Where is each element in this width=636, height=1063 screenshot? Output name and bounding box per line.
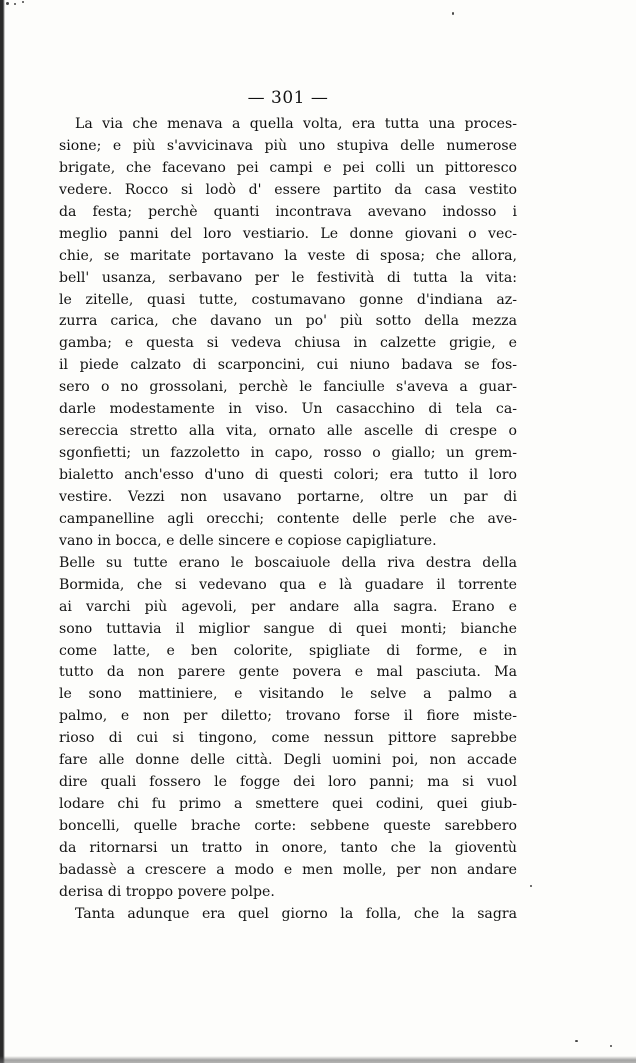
text-line: palmo, e non per diletto; trovano forse il fiore miste- <box>59 708 517 725</box>
text-line: le sono mattiniere, e visitando le selve a palmo a <box>59 686 517 703</box>
text-line: il piede calzato di scarponcini, cui niuno badava se fos- <box>59 357 517 374</box>
text-line: vestire. Vezzi non usavano portarne, oltre un par di <box>59 488 517 505</box>
text-line: gamba; e questa si vedeva chiusa in calzette grigie, e <box>59 335 517 352</box>
text-line: sero o no grossolani, perchè le fanciulle s'aveva a guar- <box>59 379 517 396</box>
scan-speck <box>14 3 16 5</box>
page-left-edge <box>0 0 5 1063</box>
body-text <box>59 114 517 926</box>
scan-speck <box>530 885 532 887</box>
text-line: tutto da non parere gente povera e mal pasciuta. Ma <box>59 664 517 681</box>
page-bottom-edge <box>0 1056 636 1063</box>
text-line: sgonfietti; un fazzoletto in capo, rosso o giallo; un grem- <box>59 445 517 462</box>
text-line: vano in bocca, e delle sincere e copiose capigliature. <box>59 532 437 549</box>
text-line: La via che menava a quella volta, era tutta una proces- <box>75 116 517 132</box>
text-line: meglio panni del loro vestiario. Le donne giovani o vec- <box>59 225 517 242</box>
text-line: fare alle donne delle città. Degli uomini poi, non accade <box>59 752 517 769</box>
text-line: rioso di cui si tingono, come nessun pittore saprebbe <box>59 730 517 747</box>
text-line: da festa; perchè quanti incontrava avevano indosso i <box>59 203 517 220</box>
text-line: badassè a crescere a modo e men molle, per non andare <box>59 861 517 878</box>
text-line: chie, se maritate portavano la veste di sposa; che allora, <box>59 247 517 264</box>
text-line: sereccia stretto alla vita, ornato alle ascelle di crespe o <box>59 423 517 440</box>
text-line: da ritornarsi un tratto in onore, tanto che la gioventù <box>59 839 517 856</box>
text-line: sono tuttavia il miglior sangue di quei monti; bianche <box>59 620 517 637</box>
text-line: campanelline agli orecchi; contente delle perle che ave- <box>59 510 517 527</box>
text-line: brigate, che facevano pei campi e pei colli un pittoresco <box>59 159 517 176</box>
scan-speck <box>22 1 24 3</box>
scan-speck <box>452 12 454 15</box>
text-line: Tanta adunque era quel giorno la folla, che la sagra <box>75 905 517 922</box>
scan-speck <box>575 1040 578 1042</box>
text-line: lodare chi fu primo a smettere quei codini, quei giub- <box>59 796 517 813</box>
text-line: derisa di troppo povere polpe. <box>59 883 275 900</box>
scan-speck <box>610 1045 612 1047</box>
text-line: sione; e più s'avvicinava più uno stupiva delle numerose <box>59 137 517 154</box>
text-line: darle modestamente in viso. Un casacchino di tela ca- <box>59 401 517 418</box>
text-line: zurra carica, che davano un po' più sotto della mezza <box>59 313 517 330</box>
scan-speck <box>6 2 9 5</box>
text-line: le zitelle, quasi tutte, costumavano gonne d'indiana az- <box>59 291 517 308</box>
text-line: come latte, e ben colorite, spigliate di forme, e in <box>59 642 517 659</box>
text-line: vedere. Rocco si lodò d' essere partito da casa vestito <box>59 181 517 198</box>
page-number: — 301 — <box>247 88 329 108</box>
text-line: bialetto anch'esso d'uno di questi colori; era tutto il loro <box>59 467 517 483</box>
text-line: bell' usanza, serbavano per le festività di tutta la vita: <box>59 269 517 286</box>
text-line: dire quali fossero le fogge dei loro panni; ma si vuol <box>59 774 517 791</box>
text-line: Bormida, che si vedevano qua e là guadare il torrente <box>59 576 517 593</box>
text-line: Belle su tutte erano le boscaiuole della riva destra della <box>59 554 517 571</box>
text-line: ai varchi più agevoli, per andare alla sagra. Erano e <box>59 598 517 615</box>
text-line: boncelli, quelle brache corte: sebbene queste sarebbero <box>59 818 517 834</box>
